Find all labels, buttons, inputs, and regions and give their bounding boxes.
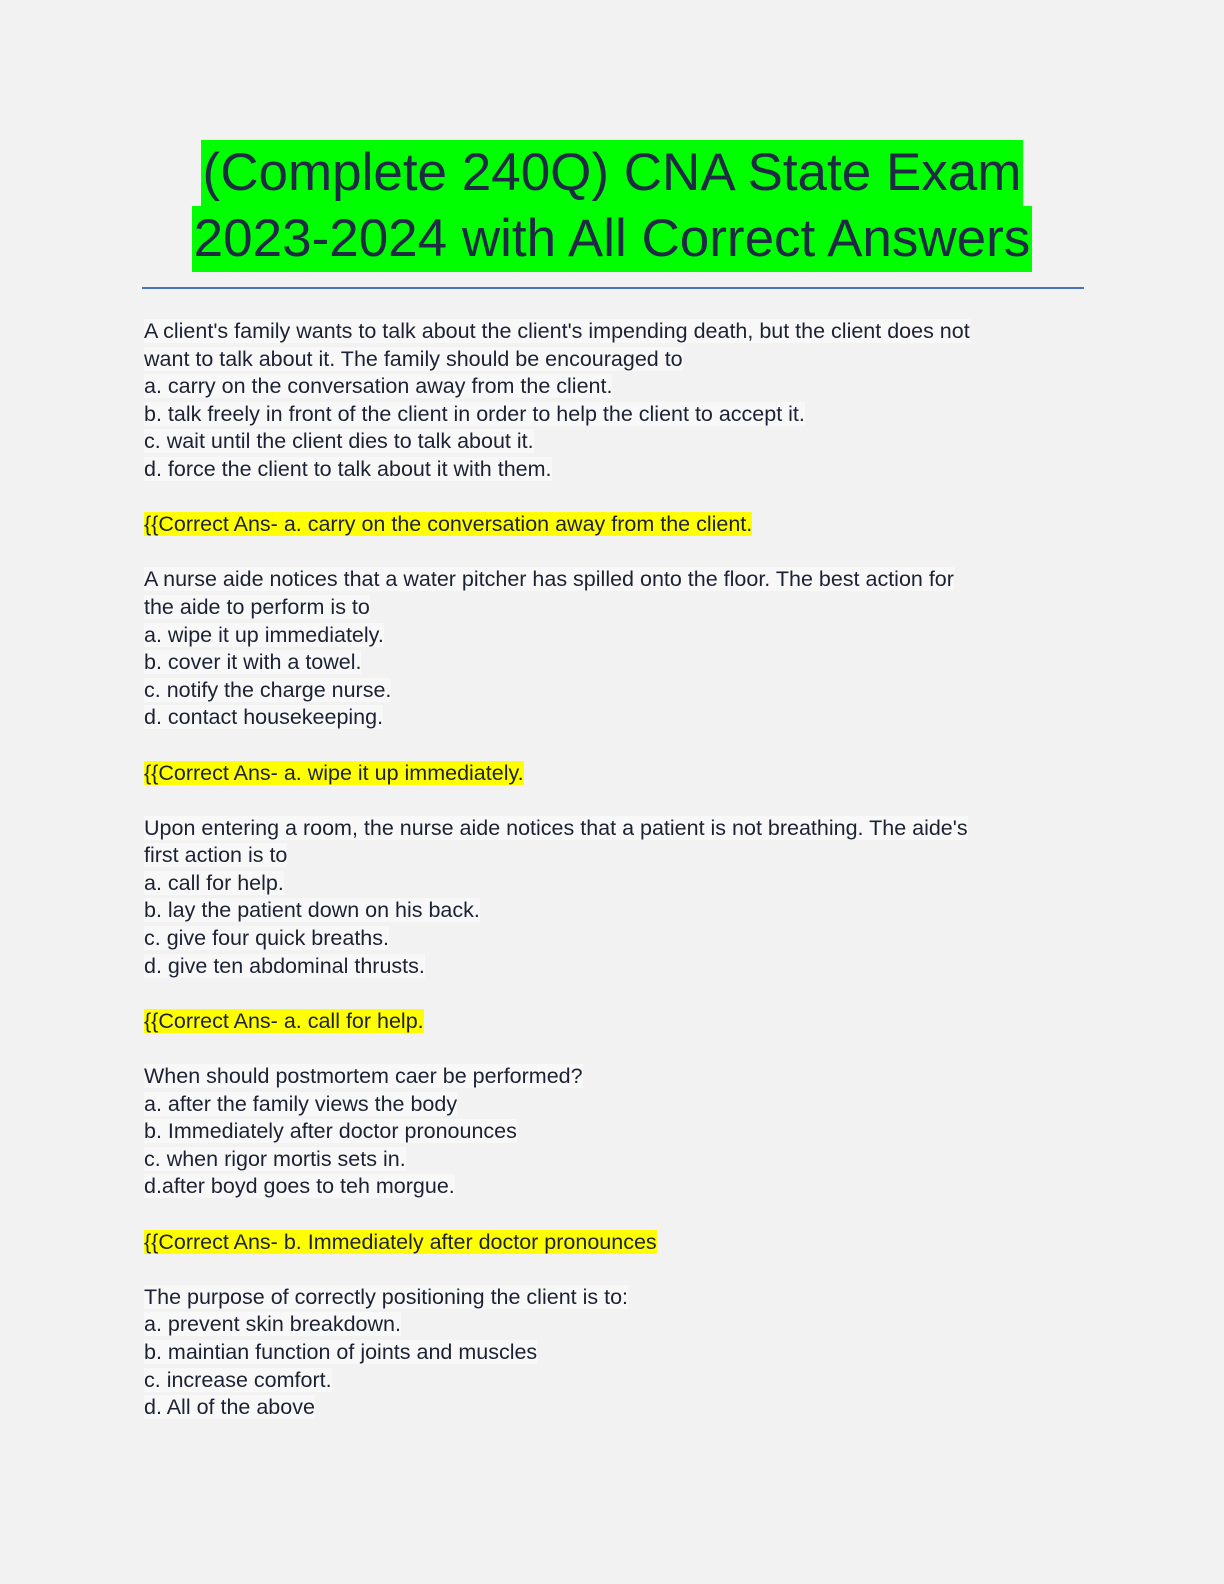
question-4 [144,1063,1074,1256]
option-b: b. maintian function of joints and muscles [144,1339,538,1364]
question-stem-line: the aide to perform is to [144,594,370,619]
title-line-1: (Complete 240Q) CNA State Exam [201,140,1024,206]
question-stem-line: A nurse aide notices that a water pitcher has spilled onto the floor. The best action for [144,567,954,592]
option-a: a. prevent skin breakdown. [144,1312,401,1337]
option-d: d. contact housekeeping. [144,705,384,730]
option-c: c. wait until the client dies to talk about it. [144,429,534,454]
option-b: b. talk freely in front of the client in order to help the client to accept it. [144,401,805,426]
option-b: b. lay the patient down on his back. [144,898,480,923]
question-stem-line: first action is to [144,843,288,868]
question-stem-line: want to talk about it. The family should be encouraged to [144,346,683,371]
question-2 [144,566,1074,787]
option-c: c. notify the charge nurse. [144,677,392,702]
option-d: d.after boyd goes to teh morgue. [144,1174,455,1199]
title-line-2: 2023-2024 with All Correct Answers [192,206,1033,272]
option-c: c. give four quick breaths. [144,926,389,951]
correct-answer: {{Correct Ans- b. Immediately after doctor pronounces [144,1229,657,1254]
option-d: d. force the client to talk about it with them. [144,456,552,481]
correct-answer: {{Correct Ans- a. call for help. [144,1008,424,1033]
question-stem-line: The purpose of correctly positioning the client is to: [144,1284,629,1309]
option-d: d. All of the above [144,1395,315,1420]
question-5 [144,1284,1074,1422]
option-b: b. cover it with a towel. [144,650,362,675]
correct-answer: {{Correct Ans- a. wipe it up immediately. [144,760,524,785]
option-b: b. Immediately after doctor pronounces [144,1119,517,1144]
question-3 [144,815,1074,1036]
title-divider [142,287,1084,289]
question-stem-line: When should postmortem caer be performed? [144,1064,583,1089]
option-a: a. wipe it up immediately. [144,622,384,647]
question-list [144,318,1074,1422]
question-stem-line: Upon entering a room, the nurse aide notices that a patient is not breathing. The aide's [144,815,968,840]
option-a: a. carry on the conversation away from the client. [144,374,613,399]
option-d: d. give ten abdominal thrusts. [144,953,425,978]
question-stem-line: A client's family wants to talk about the client's impending death, but the client does not [144,319,970,343]
option-c: c. increase comfort. [144,1367,332,1392]
question-1 [144,318,1074,539]
document-title [142,140,1082,272]
correct-answer: {{Correct Ans- a. carry on the conversation away from the client. [144,512,753,537]
option-c: c. when rigor mortis sets in. [144,1146,406,1171]
option-a: a. call for help. [144,870,284,895]
option-a: a. after the family views the body [144,1091,458,1116]
